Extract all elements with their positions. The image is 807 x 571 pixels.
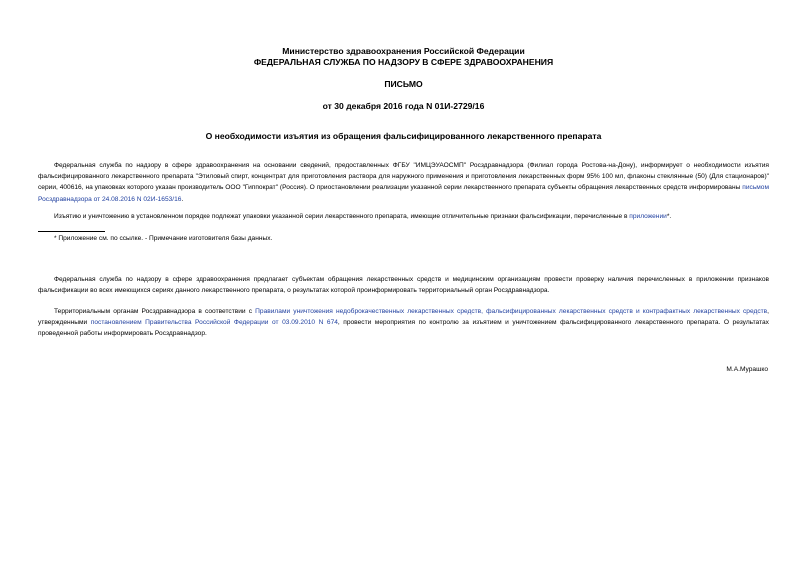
ministry-name: Министерство здравоохранения Российской Федерации bbox=[282, 46, 525, 56]
footnote-divider bbox=[38, 231, 105, 232]
paragraph-4 bbox=[38, 306, 769, 340]
paragraph-2-end: *. bbox=[666, 213, 672, 220]
signature: М.А.Мурашко bbox=[726, 366, 768, 373]
letter-reference-link[interactable]: письмом Росздравнадзора от 24.08.2016 N 02И-1653/16 bbox=[38, 184, 769, 203]
paragraph-2-text: Изъятию и уничтожению в установленном порядке подлежат упаковки указанной серии лекарственного препарата, имеющие отличительные признаки фальсификации, перечисленные в bbox=[54, 213, 630, 220]
service-name: ФЕДЕРАЛЬНАЯ СЛУЖБА ПО НАДЗОРУ В СФЕРЕ ЗДРАВООХРАНЕНИЯ bbox=[253, 57, 554, 67]
paragraph-1 bbox=[38, 160, 769, 205]
document-type: ПИСЬМО bbox=[384, 79, 423, 89]
destruction-rules-link[interactable]: Правилами уничтожения недоброкачественных лекарственных средств, фальсифицированных лекарственных средств и контрафактных лекарственных средств bbox=[255, 308, 768, 315]
paragraph-1-text: Федеральная служба по надзору в сфере здравоохранения на основании сведений, предоставленных ФГБУ "ИМЦЭУАОСМП" Росздравнадзора (Филиал города Ростова-на-Дону), информирует о необходимости изъятия фальсифицированного лекарственного препарата "Этиловый спирт, концентрат для приготовления раствора для наружного применения и приготовления лекарственных форм 95% 100 мл, флаконы стеклянные (50) (Для стационаров)" серии, 400616, на упаковках которого указан производитель ООО "Гиппократ" (Россия). О приостановлении реализации указанной серии лекарственного препарата субъекты обращения лекарственных средств информированы bbox=[38, 162, 769, 192]
paragraph-4-end: , провести мероприятия по контролю за изъятием и уничтожением фальсифицированного лекарственного препарата. О результатах проведенной работы информировать Росздравнадзор. bbox=[38, 319, 769, 338]
footnote: * Приложение см. по ссылке. - Примечание изготовителя базы данных. bbox=[54, 235, 273, 242]
paragraph-2 bbox=[38, 211, 769, 222]
paragraph-4-mid: , утвержденными bbox=[38, 308, 769, 327]
paragraph-1-end: . bbox=[181, 195, 184, 203]
government-resolution-link[interactable]: постановлением Правительства Российской Федерации от 03.09.2010 N 674 bbox=[90, 319, 338, 327]
paragraph-3: Федеральная служба по надзору в сфере здравоохранения предлагает субъектам обращения лекарственных средств и медицинским организациям провести проверку наличия перечисленных в приложении признаков фальсификации во всех имеющихся сериях данного лекарственного препарата, о результатах которой проинформировать территориальный орган Росздравнадзора. bbox=[38, 276, 769, 295]
paragraph-4-text: Территориальным органам Росздравнадзора в соответствии с bbox=[54, 308, 256, 315]
document-date-number: от 30 декабря 2016 года N 01И-2729/16 bbox=[322, 101, 485, 111]
appendix-link[interactable]: приложении bbox=[629, 213, 667, 220]
document-subject: О необходимости изъятия из обращения фальсифицированного лекарственного препарата bbox=[205, 131, 602, 141]
